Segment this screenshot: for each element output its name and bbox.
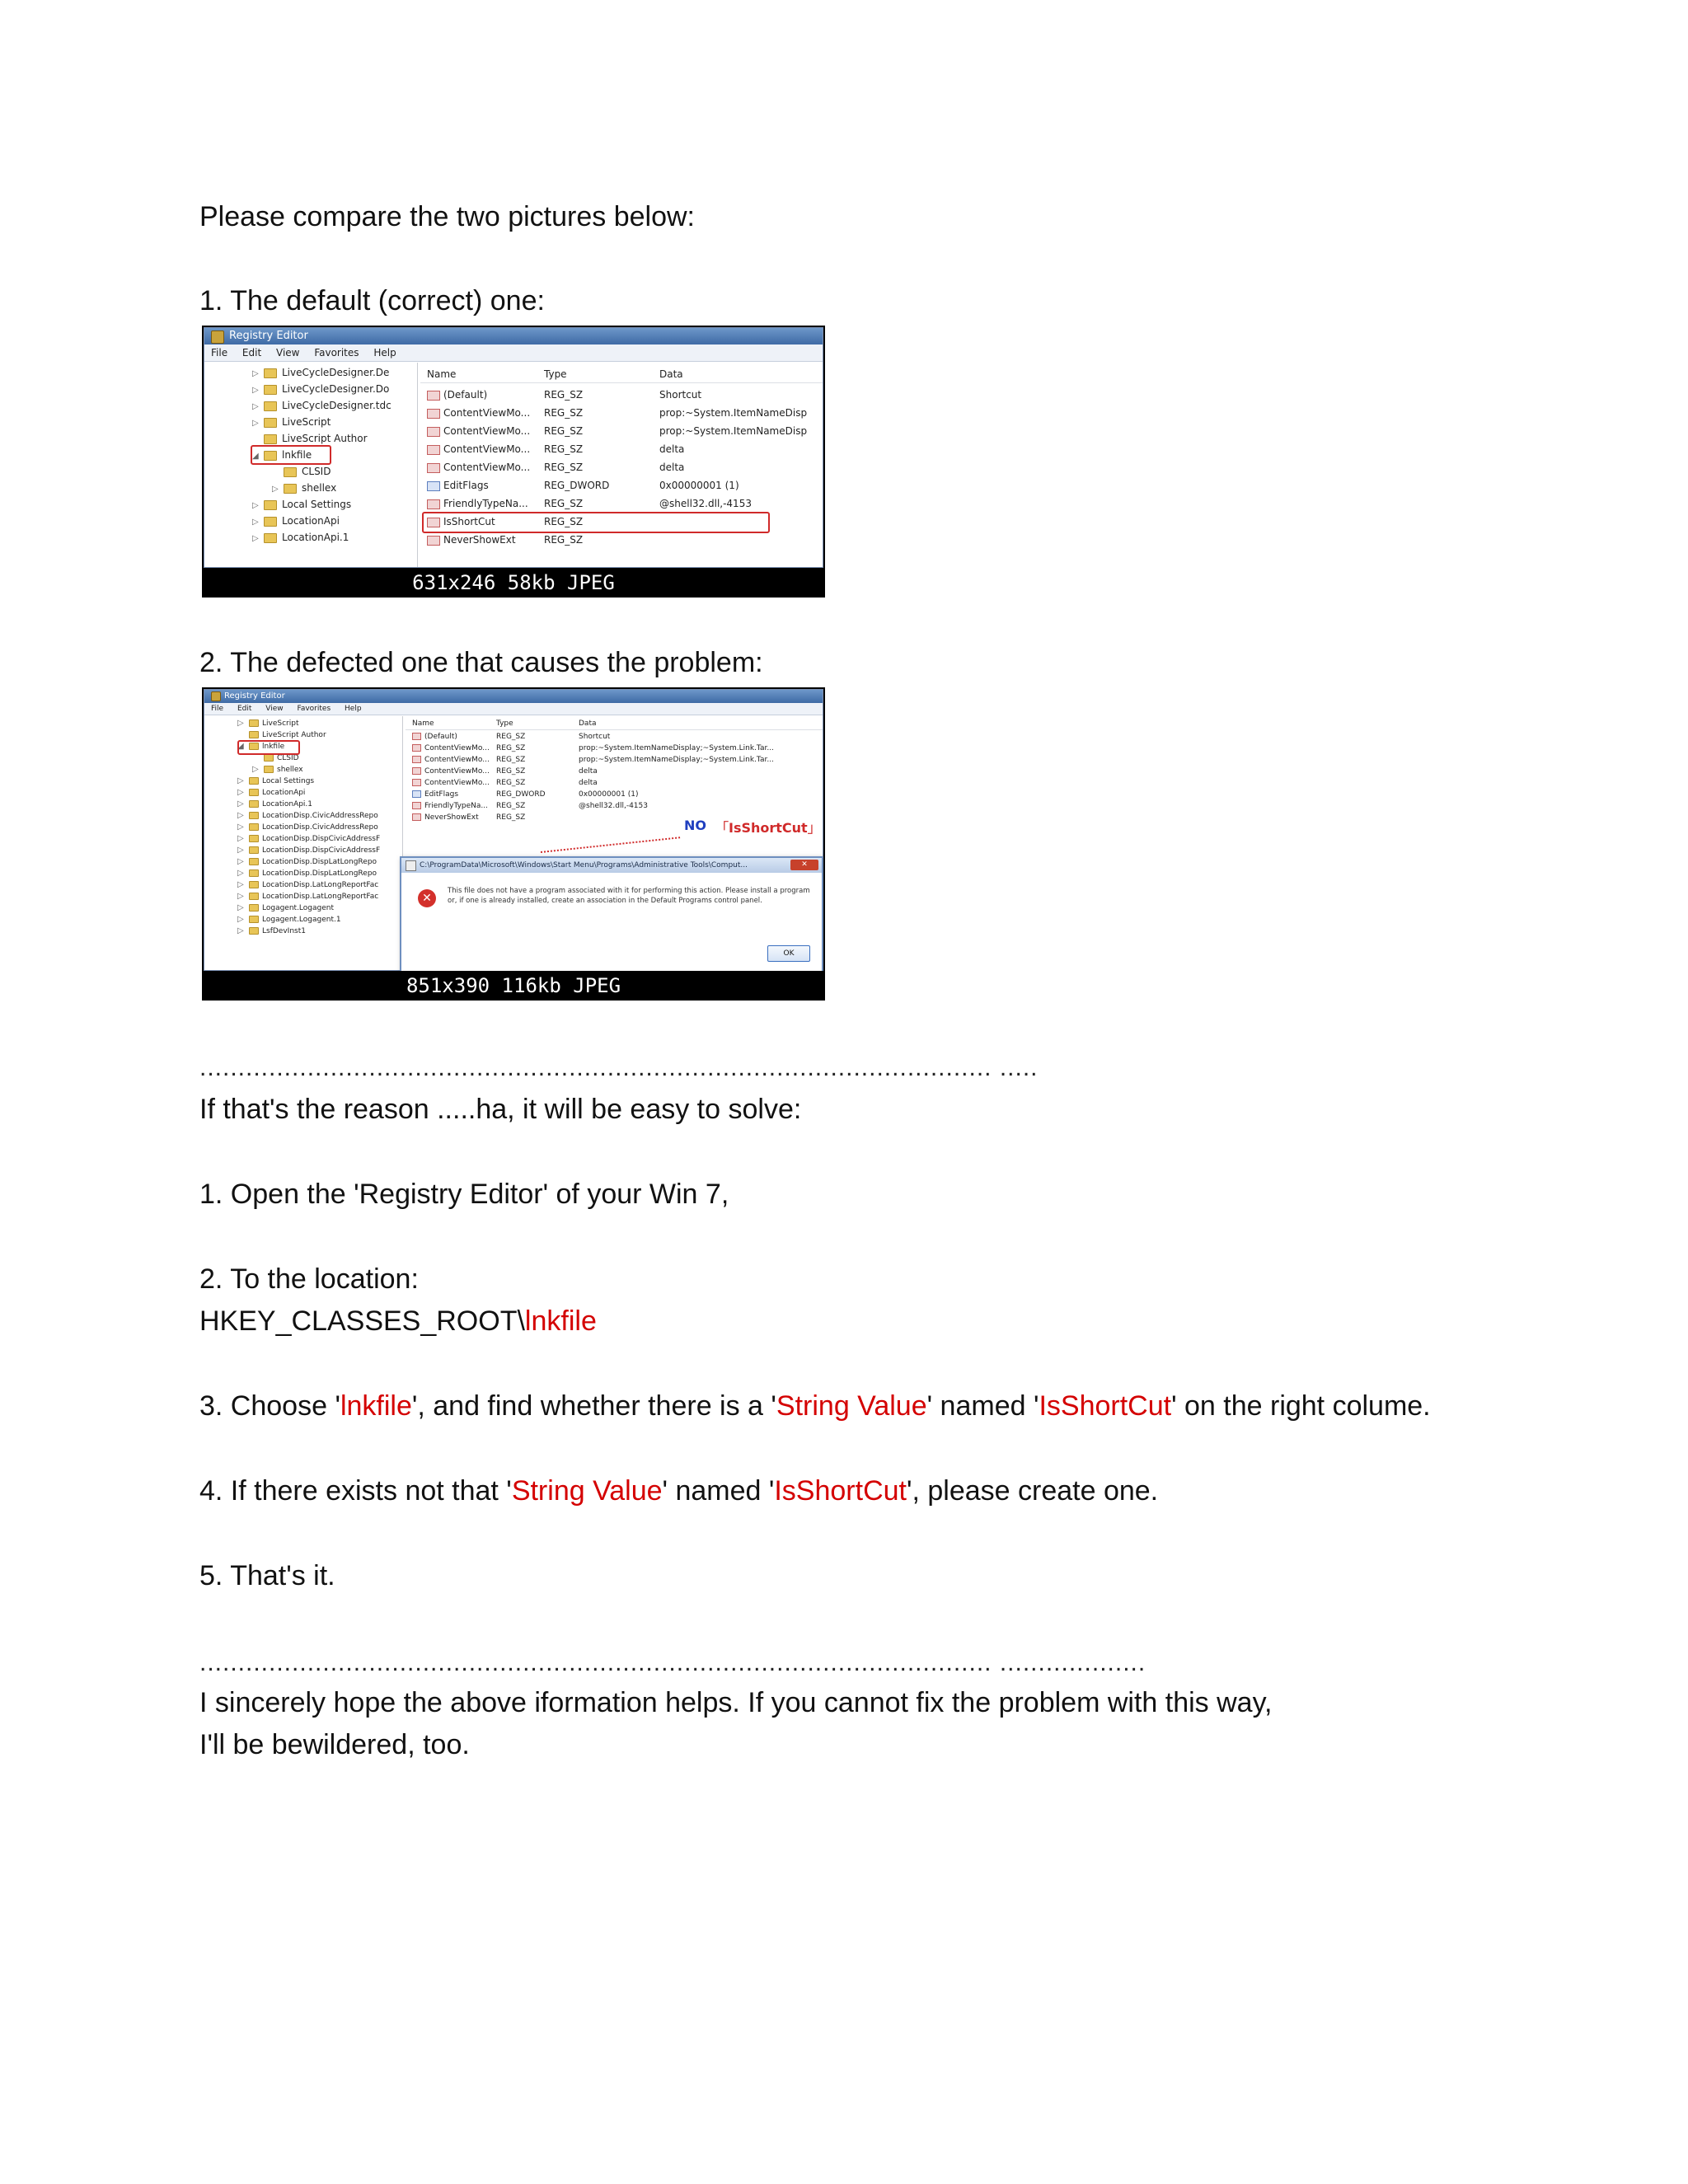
- string-value-icon: [412, 756, 421, 763]
- step-5: 5. That's it.: [199, 1560, 335, 1591]
- folder-icon: [264, 418, 277, 428]
- string-value-icon: [412, 779, 421, 786]
- highlight-box: [237, 740, 300, 755]
- tree-node[interactable]: ▷ Local Settings: [237, 776, 315, 785]
- tree-node[interactable]: ▷ LocationDisp.DispCivicAddressF: [237, 834, 381, 843]
- tree-node-lnkfile[interactable]: ◢ lnkfile: [237, 742, 285, 751]
- dialog-message: This file does not have a program associated with it for performing this action. Please install a program or, if one is already installed, create an association in the Default Programs control panel.: [448, 887, 810, 905]
- tree-node[interactable]: ▷ LiveScript: [252, 416, 331, 428]
- folder-icon: [264, 368, 277, 378]
- binary-value-icon: [412, 790, 421, 798]
- registry-editor-icon: [211, 691, 221, 701]
- folder-icon: [249, 869, 259, 877]
- tree-node[interactable]: ▷ LocationDisp.CivicAddressRepo: [237, 823, 378, 832]
- folder-icon: [264, 401, 277, 411]
- menu-favorites[interactable]: Favorites: [314, 347, 359, 359]
- tree-node[interactable]: LiveScript Author: [237, 729, 326, 741]
- string-value-icon: [412, 744, 421, 752]
- tree-node[interactable]: CLSID: [252, 752, 299, 764]
- dialog-titlebar: [401, 858, 822, 873]
- intro-text: Please compare the two pictures below:: [199, 201, 695, 232]
- menu-favorites[interactable]: Favorites: [297, 705, 331, 713]
- step-default-heading: 1. The default (correct) one:: [199, 285, 545, 316]
- closing-line-2: I'll be bewildered, too.: [199, 1729, 470, 1760]
- image-caption: 631x246 58kb JPEG: [202, 568, 825, 598]
- list-row[interactable]: ContentViewMo... REG_SZ delta: [420, 458, 823, 476]
- tree-node[interactable]: ▷ LocationDisp.DispLatLongRepo: [237, 857, 377, 866]
- tree-node[interactable]: LiveScript Author: [252, 430, 368, 447]
- list-header: Name Type Data: [420, 366, 823, 383]
- tree-node[interactable]: ▷ LocationDisp.CivicAddressRepo: [237, 811, 378, 820]
- step-4: 4. If there exists not that 'String Value' named 'IsShortCut', please create one.: [199, 1475, 1159, 1507]
- menu-view[interactable]: View: [265, 705, 284, 713]
- list-row[interactable]: EditFlags REG_DWORD 0x00000001 (1): [420, 476, 823, 494]
- list-row[interactable]: ContentViewMo... REG_SZ delta: [420, 440, 823, 458]
- annotation-no: NO: [684, 818, 706, 833]
- separator-dots: ....................................................................................................... ...................: [199, 1649, 1146, 1676]
- key-tree: [204, 716, 403, 970]
- list-row[interactable]: ContentViewMo... REG_SZ prop:~System.ItemNameDisplay;~System.Link.Tar...: [406, 754, 823, 766]
- step-3: 3. Choose 'lnkfile', and find whether there is a 'String Value' named 'IsShortCut' on the right colume.: [199, 1390, 1431, 1422]
- folder-icon: [249, 881, 259, 888]
- tree-node[interactable]: ▷ Local Settings: [252, 499, 352, 510]
- highlight-box: [422, 512, 770, 533]
- folder-icon: [264, 434, 277, 444]
- tree-node[interactable]: ▷ LocationApi.1: [237, 799, 313, 808]
- annotation-isshortcut: 「IsShortCut」: [715, 820, 821, 836]
- tree-node[interactable]: ▷ LocationApi.1: [252, 532, 349, 543]
- string-value-icon: [427, 536, 440, 546]
- error-dialog: [400, 856, 823, 973]
- menu-file[interactable]: File: [211, 705, 224, 713]
- list-row[interactable]: FriendlyTypeNa... REG_SZ @shell32.dll,-4153: [420, 494, 823, 513]
- step-2-label: 2. To the location:: [199, 1263, 419, 1295]
- folder-icon: [249, 719, 259, 727]
- folder-icon: [249, 823, 259, 831]
- registry-window: [204, 327, 823, 568]
- list-row[interactable]: ContentViewMo... REG_SZ delta: [406, 766, 823, 777]
- folder-icon: [249, 731, 259, 738]
- highlight-isshortcut: IsShortCut: [1039, 1390, 1172, 1422]
- tree-node[interactable]: ▷ LiveCycleDesigner.Do: [252, 383, 390, 395]
- tree-node[interactable]: ▷ LocationDisp.DispLatLongRepo: [237, 869, 377, 878]
- folder-icon: [264, 500, 277, 510]
- tree-node[interactable]: ▷ LocationApi: [252, 515, 340, 527]
- window-titlebar: [204, 690, 823, 703]
- tree-node[interactable]: ▷ shellex: [252, 765, 303, 774]
- window-title: Registry Editor: [229, 330, 308, 342]
- highlight-box: [251, 445, 331, 465]
- registry-editor-icon: [211, 330, 224, 344]
- closing-line-1: I sincerely hope the above iformation helps. If you cannot fix the problem with this way,: [199, 1687, 1273, 1718]
- tree-node[interactable]: ▷ LocationDisp.LatLongReportFac: [237, 892, 379, 901]
- folder-icon: [264, 754, 274, 762]
- binary-value-icon: [427, 481, 440, 491]
- tree-node[interactable]: ▷ Logagent.Logagent.1: [237, 915, 341, 924]
- tree-node[interactable]: ▷ LiveCycleDesigner.De: [252, 367, 390, 378]
- tree-node-lnkfile[interactable]: ◢ lnkfile: [252, 449, 312, 461]
- menu-file[interactable]: File: [211, 347, 228, 359]
- list-row[interactable]: (Default) REG_SZ Shortcut: [406, 731, 823, 743]
- folder-icon: [264, 385, 277, 395]
- menu-view[interactable]: View: [276, 347, 300, 359]
- menu-help[interactable]: Help: [373, 347, 396, 359]
- string-value-icon: [427, 409, 440, 419]
- figure-defected-screenshot: [202, 687, 825, 1001]
- tree-node[interactable]: ▷ LiveCycleDesigner.tdc: [252, 400, 392, 411]
- list-header: Name Type Data: [406, 718, 823, 730]
- reason-text: If that's the reason .....ha, it will be easy to solve:: [199, 1094, 802, 1125]
- list-row[interactable]: NeverShowExt REG_SZ: [406, 812, 823, 823]
- highlight-string-value: String Value: [511, 1475, 663, 1507]
- registry-path-key: lnkfile: [524, 1305, 597, 1337]
- string-value-icon: [427, 391, 440, 401]
- string-value-icon: [427, 463, 440, 473]
- window-title: Registry Editor: [224, 691, 285, 701]
- string-value-icon: [412, 767, 421, 775]
- highlight-lnkfile: lnkfile: [340, 1390, 412, 1422]
- menu-edit[interactable]: Edit: [241, 347, 262, 359]
- registry-path-prefix: HKEY_CLASSES_ROOT\: [199, 1305, 525, 1337]
- tree-node[interactable]: ▷ LsfDevInst1: [237, 926, 306, 935]
- highlight-string-value: String Value: [776, 1390, 927, 1422]
- tree-node[interactable]: ▷ LocationDisp.DispCivicAddressF: [237, 846, 381, 855]
- folder-icon: [249, 846, 259, 854]
- folder-icon: [249, 893, 259, 900]
- string-value-icon: [412, 802, 421, 809]
- key-tree: [204, 363, 418, 567]
- error-icon: ✕: [418, 889, 436, 907]
- folder-icon: [249, 835, 259, 842]
- tree-node[interactable]: ▷ LocationDisp.LatLongReportFac: [237, 880, 379, 889]
- folder-icon: [264, 533, 277, 543]
- window-titlebar: [204, 328, 823, 344]
- tree-node[interactable]: ▷ shellex: [272, 482, 337, 494]
- folder-icon: [249, 927, 259, 935]
- string-value-icon: [427, 427, 440, 437]
- menu-help[interactable]: Help: [345, 705, 362, 713]
- list-row[interactable]: ContentViewMo... REG_SZ delta: [406, 777, 823, 789]
- folder-icon: [264, 766, 274, 773]
- folder-icon: [264, 517, 277, 527]
- folder-icon: [249, 904, 259, 912]
- list-row[interactable]: FriendlyTypeNa... REG_SZ @shell32.dll,-4153: [406, 800, 823, 812]
- tree-node[interactable]: ▷ Logagent.Logagent: [237, 903, 335, 912]
- image-caption: 851x390 116kb JPEG: [202, 971, 825, 1001]
- folder-icon: [284, 467, 297, 477]
- menu-edit[interactable]: Edit: [237, 705, 252, 713]
- string-value-icon: [412, 813, 421, 821]
- step-defected-heading: 2. The defected one that causes the problem:: [199, 647, 763, 678]
- string-value-icon: [427, 445, 440, 455]
- list-row[interactable]: EditFlags REG_DWORD 0x00000001 (1): [406, 789, 823, 800]
- tree-node[interactable]: ▷ LiveScript: [237, 719, 299, 728]
- tree-node[interactable]: ▷ LocationApi: [237, 788, 306, 797]
- folder-icon: [249, 777, 259, 785]
- figure-correct-screenshot: [202, 326, 825, 598]
- highlight-isshortcut: IsShortCut: [774, 1475, 907, 1507]
- string-value-icon: [412, 733, 421, 740]
- list-row[interactable]: NeverShowExt REG_SZ: [420, 531, 823, 549]
- folder-icon: [284, 484, 297, 494]
- step-1: 1. Open the 'Registry Editor' of your Win 7,: [199, 1179, 729, 1210]
- list-row-isshortcut[interactable]: IsShortCut REG_SZ: [420, 513, 823, 531]
- step-2-path: [199, 1305, 597, 1338]
- list-row[interactable]: (Default) REG_SZ Shortcut: [420, 386, 823, 404]
- ok-button[interactable]: OK: [767, 945, 810, 962]
- file-icon: [406, 860, 416, 871]
- list-row[interactable]: ContentViewMo... REG_SZ prop:~System.ItemNameDisp: [420, 404, 823, 422]
- folder-icon: [249, 916, 259, 923]
- value-list: [420, 363, 823, 567]
- folder-icon: [249, 858, 259, 865]
- folder-icon: [249, 812, 259, 819]
- folder-icon: [249, 789, 259, 796]
- list-row[interactable]: ContentViewMo... REG_SZ prop:~System.ItemNameDisp: [420, 422, 823, 440]
- menu-bar: [204, 344, 823, 362]
- string-value-icon: [427, 499, 440, 509]
- menu-bar: [204, 703, 823, 715]
- folder-icon: [249, 800, 259, 808]
- separator-dots: ....................................................................................................... .....: [199, 1054, 1039, 1081]
- list-row[interactable]: ContentViewMo... REG_SZ prop:~System.ItemNameDisplay;~System.Link.Tar...: [406, 743, 823, 754]
- close-icon[interactable]: ✕: [790, 860, 818, 870]
- dialog-title: C:\ProgramData\Microsoft\Windows\Start Menu\Programs\Administrative Tools\Comput...: [420, 861, 748, 869]
- tree-node[interactable]: CLSID: [272, 463, 331, 480]
